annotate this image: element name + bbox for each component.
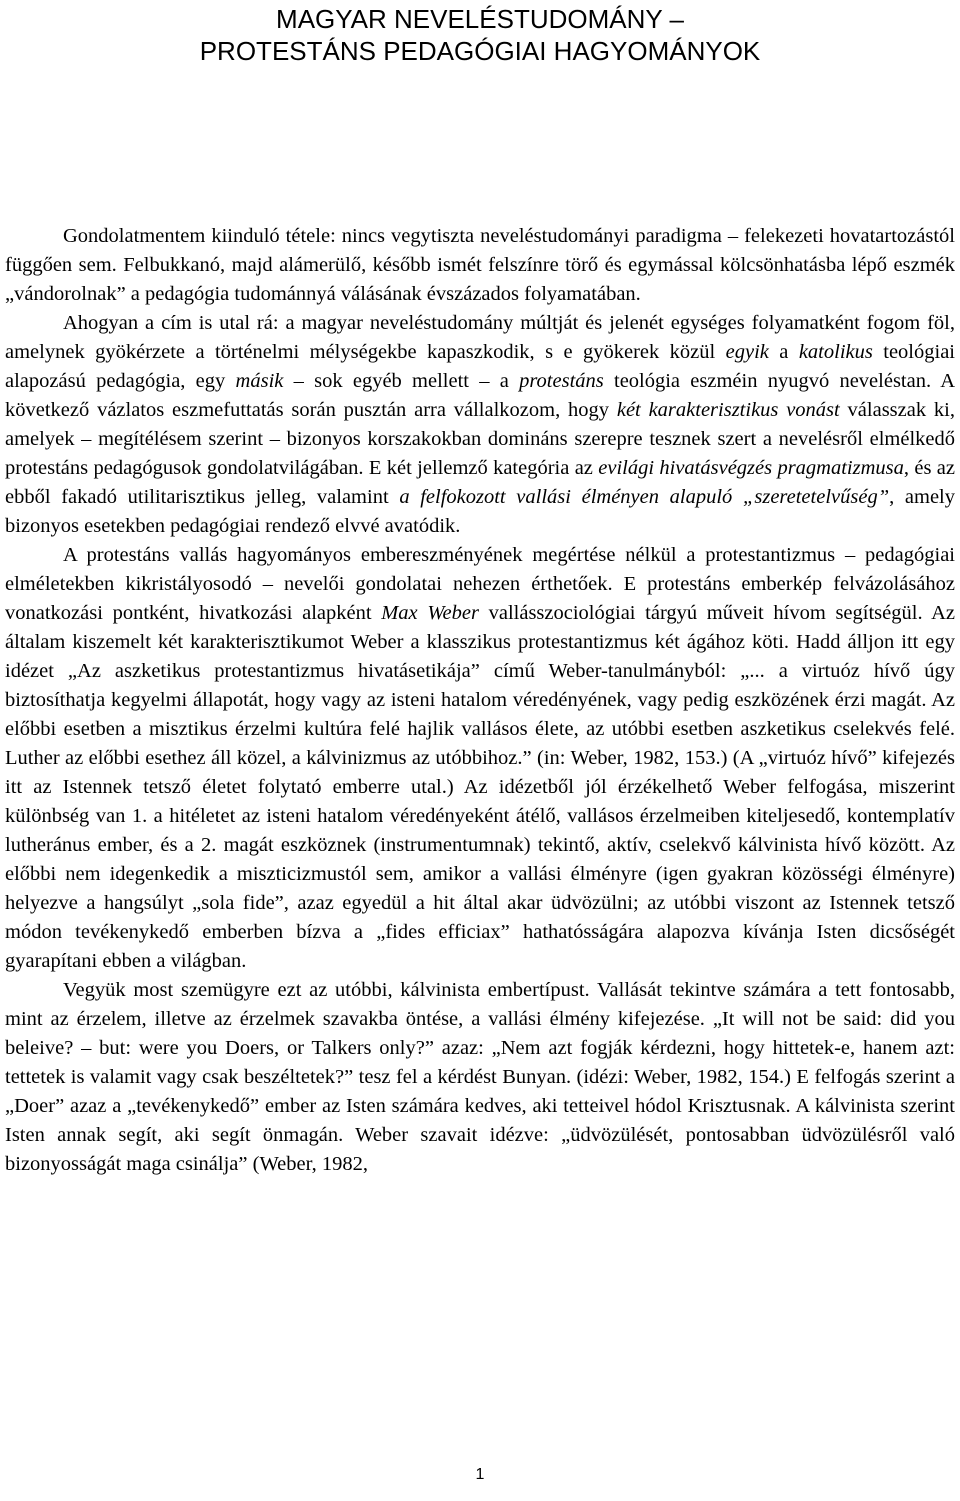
text-run: Vegyük most szemügyre ezt az utóbbi, kálvinista embertípust. Vallását tekintve számára a tett fontosabb, mint az érzelem, illetve az érzelmek szavakba öntése, a vallási élmény kifejezése. „It will not be said: did you beleive? – but: were you Doers, or Talkers only?” azaz: „Nem azt fogják kérdezni, hogy hittetek-e, hanem azt: tettetek is valamit vagy csak beszéltetek?” tesz fel a kérdést Bunyan. (idézi: Weber, 1982, 154.) E felfogás szerint a „Doer” azaz a „tevékenykedő” ember az Isten számára kedves, aki tetteivel hódol Krisztusnak. A kálvinista szerint Isten annak segít, aki segít önmagán. Weber szavait idézve: „üdvözülését, pontosabban üdvözülésről való bizonyosságát maga csinálja” (Weber, 1982,	[5, 979, 955, 1175]
text-run: Gondolatmentem kiinduló tétele: nincs vegytiszta neveléstudományi paradigma – felekezeti hovatartozástól függően sem. Felbukkanó, majd alámerülő, később ismét felszínre törő és egymással kölcsönhatásba lépő eszmék „vándorolnak” a pedagógia tudománnyá válásának évszázados folyamatában.	[5, 225, 955, 305]
italic-text: evilági hivatásvégzés pragmatizmusa	[598, 457, 904, 479]
text-run: válasszak ki, amelyek – megítélésem szerint – bizonyos korszakokban domináns szerepre tesznek szert a nevelésről elmélkedő protestáns pedagógusok gondolatvilágában. E két jellemző kategória az	[5, 399, 955, 479]
paragraph	[5, 309, 955, 541]
italic-text: a felfokozott vallási élményen alapuló „szeretetelvűség”	[399, 486, 890, 508]
paragraph	[5, 541, 955, 976]
text-run: Ahogyan a cím is utal rá: a magyar neveléstudomány múltját és jelenét egységes folyamatként fogom föl, amelynek gyökérzete a történelmi mélységekbe kapaszkodik, s e gyökerek közül	[5, 312, 955, 363]
text-run: , és az ebből fakadó utilitarisztikus jelleg, valamint	[5, 457, 955, 508]
text-run: a	[768, 341, 799, 363]
italic-text: két karakterisztikus vonást	[616, 399, 840, 421]
italic-text: Max Weber	[381, 602, 479, 624]
text-run: A protestáns vallás hagyományos embereszményének megértése nélkül a protestantizmus – pedagógiai elméletekben kikristályosodó – nevelői gondolatai nehezen érthetőek. E protestáns emberkép felvázolásához vonatkozási pontként, hivatkozási alapként	[5, 544, 955, 624]
italic-text: katolikus	[798, 341, 873, 363]
text-run: , amely bizonyos esetekben pedagógiai rendező elvvé avatódik.	[5, 486, 955, 537]
title-line-1: MAGYAR NEVELÉSTUDOMÁNY –	[276, 4, 684, 34]
italic-text: másik	[235, 370, 284, 392]
page-number: 1	[475, 1466, 485, 1483]
text-run: – sok egyéb mellett – a	[283, 370, 520, 392]
text-run: teológia eszméin nyugvó neveléstan. A következő vázlatos eszmefuttatás során pusztán arra vállalkozom, hogy	[5, 370, 956, 421]
text-run: vallásszociológiai tárgyú műveit hívom segítségül. Az általam kiszemelt két karakterisztikumot Weber a klasszikus protestantizmus két ágához köti. Hadd álljon itt egy idézet „Az aszketikus protestantizmus hivatásetikája” című Weber-tanulmányból: „... a virtuóz hívő úgy biztosíthatja kegyelmi állapotát, hogy vagy az isteni hatalom véredényének, vagy pedig eszközének érzi magát. Az előbbi esetben a misztikus érzelmi kultúra felé hajlik vallásos élete, az utóbbi esetben aszketikus cselekvés felé. Luther az előbbi esethez áll közel, a kálvinizmus az utóbbihoz.” (in: Weber, 1982, 153.) (A „virtuóz hívő” kifejezés itt az Istennek tetsző életet folytató emberre utal.) Az idézetből jól érzékelhető Weber felfogása, miszerint különbség van 1. a hitéletet az isteni hatalom véredényeként átélő, vallásos érzelmeiben kiteljesedő, kontemplatív lutheránus ember, és a 2. magát eszköznek (instrumentumnak) tekintő, aktív, cselekvő kálvinista hívő között. Az előbbi nem idegenkedik a miszticizmustól sem, amikor a vallási élményre (igen gyakran közösségi élményre) helyezve a hangsúlyt „sola fide”, azaz egyedül a hit által akar üdvözülni; az utóbbi viszont az Istennek tetsző módon tevékenykedő emberben bízva a „fides efficiax” hathatósságára alapozva kívánja Isten dicsőségét gyarapítani ebben a világban.	[5, 602, 956, 972]
title-line-2: PROTESTÁNS PEDAGÓGIAI HAGYOMÁNYOK	[199, 36, 761, 66]
body-text	[5, 222, 955, 1179]
paragraph	[5, 222, 955, 309]
italic-text: protestáns	[519, 370, 604, 392]
italic-text: egyik	[725, 341, 769, 363]
paragraph	[5, 976, 955, 1179]
text-run: teológiai alapozású pedagógia, egy	[5, 341, 955, 392]
